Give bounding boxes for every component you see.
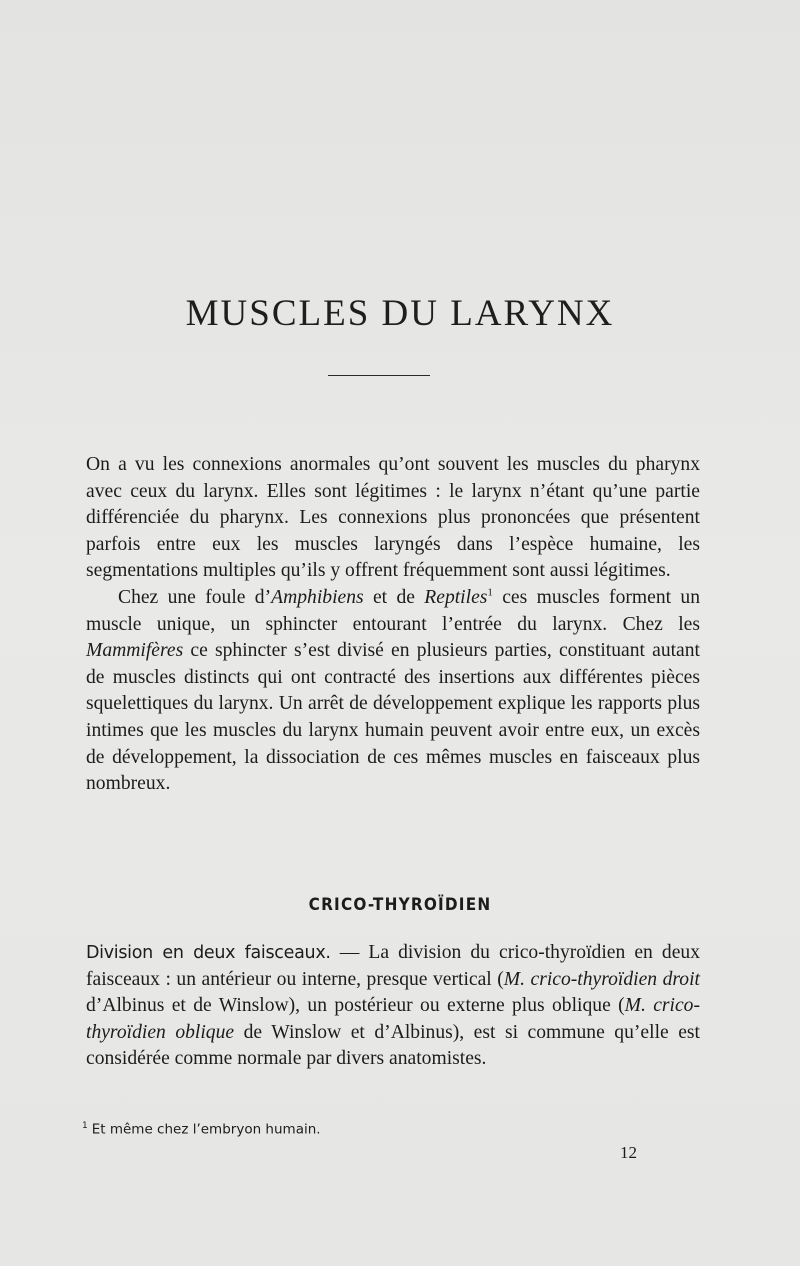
main-text	[86, 452, 700, 798]
section-text	[86, 940, 700, 1073]
italic-text: M. crico-thyroïdien oblique	[86, 995, 700, 1043]
paragraph-lead: Division en deux faisceaux.	[86, 943, 331, 963]
text-run: On a vu les connexions anormales qu’ont souvent les muscles du pharynx avec ceux du larynx. Elles sont légitimes : le larynx n’étant qu’une partie différenciée du pharynx. Les connexions plus prononcées que présentent parfois entre eux les muscles laryngés dans l’espèce humaine, les segmentations multiples qu’ils y offrent fréquemment sont aussi légitimes.	[86, 454, 700, 582]
section-heading: CRICO-THYROÏDIEN	[308, 895, 492, 915]
page-number: 12	[620, 1143, 637, 1162]
paragraph	[86, 940, 700, 1073]
text-run: et de	[363, 586, 425, 608]
footnote-text: Et même chez l’embryon humain.	[91, 1121, 321, 1138]
footnote-reference: 1	[487, 586, 493, 599]
text-run: ces muscles forment un muscle unique, un sphincter entourant l’entrée du larynx. Chez les	[86, 586, 700, 635]
text-run: Chez une foule d’	[118, 586, 272, 608]
text-run: d’Albinus et de Winslow), un postérieur ou externe plus oblique (	[86, 995, 625, 1017]
italic-text: Amphibiens	[271, 586, 364, 608]
text-run: de Winslow et d’Albinus), est si commune qu’elle est considérée comme normale par divers anatomistes.	[86, 1021, 700, 1070]
paragraph	[86, 585, 700, 798]
title-rule	[328, 375, 430, 376]
page-title: MUSCLES DU LARYNX	[185, 293, 615, 334]
italic-text: M. crico-thyroïdien droit	[503, 968, 700, 990]
paragraph	[86, 452, 700, 585]
italic-text: Reptiles	[424, 586, 488, 608]
footnote	[82, 1121, 321, 1138]
text-run: ce sphincter s’est divisé en plusieurs parties, constituant autant de muscles distincts qui ont contracté des insertions aux différentes pièces squelettiques du larynx. Un arrêt de développement explique les rapports plus intimes que les muscles du larynx humain peuvent avoir entre eux, un excès de développement, la dissociation de ces mêmes muscles en faisceaux plus nombreux.	[86, 640, 700, 795]
footnote-mark: 1	[82, 1121, 88, 1131]
text-run: — La division du crico-thyroïdien en deux faisceaux : un antérieur ou interne, presque vertical (	[86, 942, 700, 990]
italic-text: Mammifères	[86, 640, 184, 662]
